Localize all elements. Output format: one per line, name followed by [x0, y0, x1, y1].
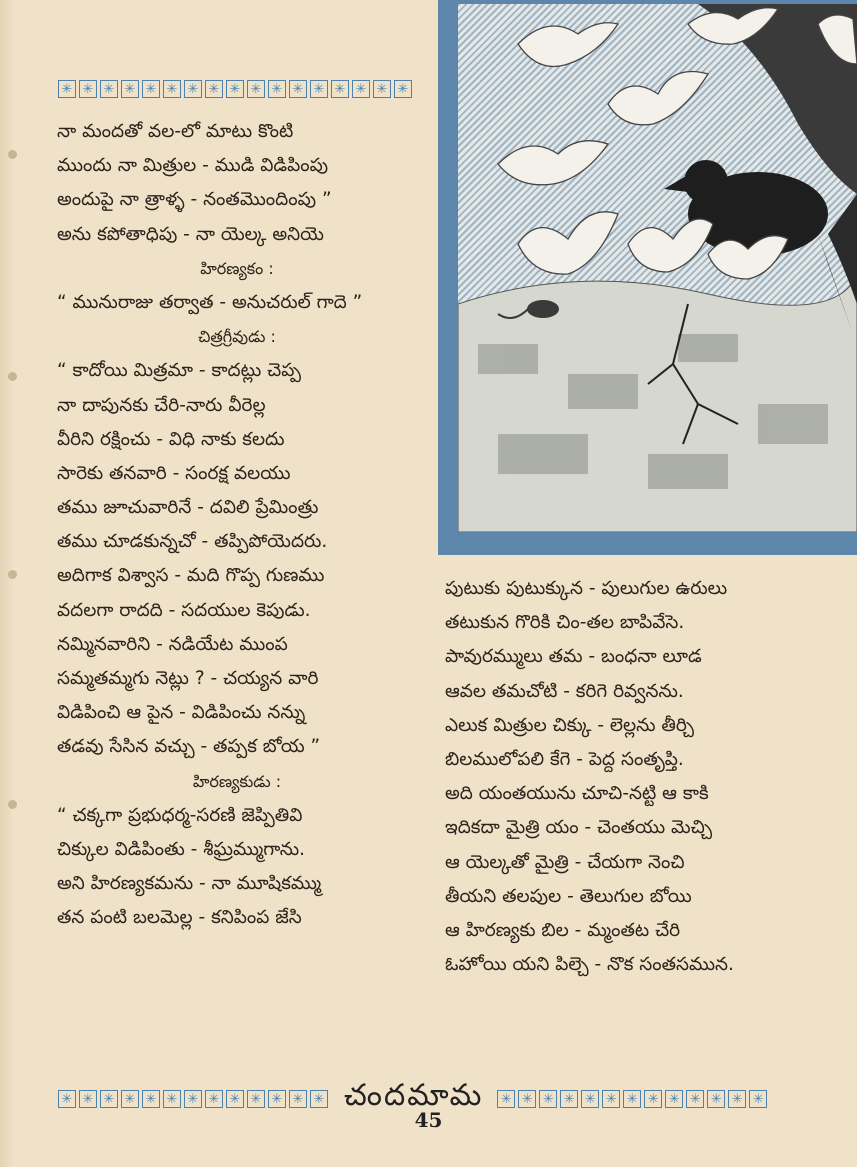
binding-hole [8, 570, 17, 579]
border-star-icon: ✳ [247, 1090, 265, 1108]
border-star-icon: ✳ [686, 1090, 704, 1108]
binding-hole [8, 800, 17, 809]
border-star-icon: ✳ [58, 80, 76, 98]
border-star-icon: ✳ [310, 1090, 328, 1108]
verse-line: “ చక్కగా ప్రభుధర్మ-సరణి జెప్పితివి [57, 804, 303, 826]
border-star-icon: ✳ [100, 80, 118, 98]
verse-line: పుటుకు పుటుక్కున - పులుగుల ఉరులు [445, 578, 728, 599]
binding-hole [8, 150, 17, 159]
border-star-icon: ✳ [205, 80, 223, 98]
right-verse-column [445, 572, 825, 982]
border-star-icon: ✳ [497, 1090, 515, 1108]
verse-line: సమ్మతమ్మగు నెట్లు ? - చయ్యన వారి [57, 668, 319, 689]
left-verse-column [57, 115, 417, 936]
border-star-icon: ✳ [394, 80, 412, 98]
border-star-icon: ✳ [268, 1090, 286, 1108]
border-star-icon: ✳ [728, 1090, 746, 1108]
border-star-icon: ✳ [331, 80, 349, 98]
verse-line: అదిగాక విశ్వాస - మది గొప్ప గుణము [57, 565, 325, 587]
border-star-icon: ✳ [310, 80, 328, 98]
verse-line: ఇదికదా మైత్రి యం - చెంతయు మెచ్చి [445, 817, 713, 839]
speaker-label: హిరణ్యకం : [200, 258, 274, 278]
footer-border-left [58, 1090, 330, 1108]
border-star-icon: ✳ [560, 1090, 578, 1108]
border-star-icon: ✳ [749, 1090, 767, 1108]
border-star-icon: ✳ [581, 1090, 599, 1108]
verse-line: ఆవల తమచోటి - కరిగె రివ్వనను. [445, 680, 684, 702]
verse-line: ముందు నా మిత్రుల - ముడి విడిపింపు [57, 155, 329, 177]
verse-line: పావురమ్ములు తమ - బంధనా లూడ [445, 646, 702, 668]
border-star-icon: ✳ [163, 80, 181, 98]
border-star-icon: ✳ [247, 80, 265, 98]
border-star-icon: ✳ [373, 80, 391, 98]
verse-line: వదలగా రాదది - సదయుల కెపుడు. [57, 599, 311, 621]
speaker-label: హిరణ్యకుడు : [192, 771, 282, 791]
verse-line: వీరిని రక్షించు - విధి నాకు కలదు [57, 428, 285, 450]
page-number: 45 [414, 1108, 443, 1132]
illustration-frame [438, 0, 857, 555]
border-star-icon: ✳ [644, 1090, 662, 1108]
verse-line: అది యంతయును చూచి-నట్టి ఆ కాకి [445, 783, 709, 805]
border-star-icon: ✳ [142, 80, 160, 98]
verse-line: ఓహోయి యని పిల్చె - నొక సంతసమున. [445, 954, 734, 976]
border-star-icon: ✳ [58, 1090, 76, 1108]
border-star-icon: ✳ [352, 80, 370, 98]
verse-line: ఆ హిరణ్యకు బిల - మ్మంతట చేరి [445, 919, 681, 941]
border-star-icon: ✳ [289, 1090, 307, 1108]
border-star-icon: ✳ [226, 80, 244, 98]
verse-line: నా దాపునకు చేరి-నారు వీరెల్ల [57, 394, 266, 416]
verse-line: తటుకున గొరికి చిం-తల బాపివేసె. [445, 612, 685, 634]
border-star-icon: ✳ [289, 80, 307, 98]
page-edge [0, 0, 14, 1167]
verse-line: తము చూడకున్నచో - తప్పిపోయెదరు. [57, 531, 328, 553]
speaker-label: చిత్రగ్రీవుడు : [198, 327, 276, 347]
illustration-drawing [458, 4, 857, 532]
border-star-icon: ✳ [121, 1090, 139, 1108]
border-star-icon: ✳ [142, 1090, 160, 1108]
border-star-icon: ✳ [539, 1090, 557, 1108]
verse-line: విడిపించి ఆ పైన - విడిపించు నన్ను [57, 702, 306, 724]
verse-line: సారెకు తనవారి - సంరక్ష వలయు [57, 462, 291, 484]
verse-line: నమ్మినవారిని - నడియేట ముంప [57, 633, 288, 655]
verse-line: తీయని తలపుల - తెలుగుల బోయి [445, 885, 692, 907]
binding-hole [8, 372, 17, 381]
border-star-icon: ✳ [121, 80, 139, 98]
verse-line: ఎలుక మిత్రుల చిక్కు - లెల్లను తీర్చి [445, 714, 694, 736]
border-star-icon: ✳ [707, 1090, 725, 1108]
magazine-name: చందమామ [344, 1078, 484, 1113]
verse-line: తన పంటి బలమెల్ల - కనిపింప జేసి [57, 907, 302, 929]
top-decorative-border [58, 80, 414, 98]
border-star-icon: ✳ [100, 1090, 118, 1108]
border-star-icon: ✳ [163, 1090, 181, 1108]
border-star-icon: ✳ [602, 1090, 620, 1108]
border-star-icon: ✳ [268, 80, 286, 98]
verse-line: అను కపోతాధిపు - నా యెల్క అనియె [57, 223, 324, 245]
verse-line: “ మునురాజు తర్వాత - అనుచరుల్ గాదె ” [57, 291, 363, 313]
verse-line: బిలములోపలి కేగె - పెద్ద సంతృప్తి. [445, 748, 684, 770]
border-star-icon: ✳ [623, 1090, 641, 1108]
verse-line: “ కాదోయి మిత్రమా - కాదట్లు చెప్ప [57, 360, 302, 382]
border-star-icon: ✳ [184, 1090, 202, 1108]
verse-line: చిక్కుల విడిపింతు - శీఘ్రమ్ముగాను. [57, 838, 306, 860]
verse-line: తడవు సేసిన వచ్చు - తప్పక బోయ ” [57, 736, 321, 758]
verse-line: నా మందతో వల-లో మాటు కొంటి [57, 121, 294, 142]
border-star-icon: ✳ [205, 1090, 223, 1108]
illustration-birds-crow-mouse [458, 4, 857, 532]
verse-line: తము జూచువారినే - దవిలి ప్రేమింత్రు [57, 497, 319, 519]
border-star-icon: ✳ [226, 1090, 244, 1108]
verse-line: అని హిరణ్యకమను - నా మూషికమ్ము [57, 873, 322, 895]
border-star-icon: ✳ [665, 1090, 683, 1108]
border-star-icon: ✳ [518, 1090, 536, 1108]
border-star-icon: ✳ [79, 1090, 97, 1108]
footer-border-right [497, 1090, 769, 1108]
border-star-icon: ✳ [79, 80, 97, 98]
verse-line: ఆ యెల్కతో మైత్రి - చేయగా నెంచి [445, 851, 685, 873]
verse-line: అందుపై నా త్రాళ్ళ - నంతమొందింపు ” [57, 189, 332, 211]
border-star-icon: ✳ [184, 80, 202, 98]
